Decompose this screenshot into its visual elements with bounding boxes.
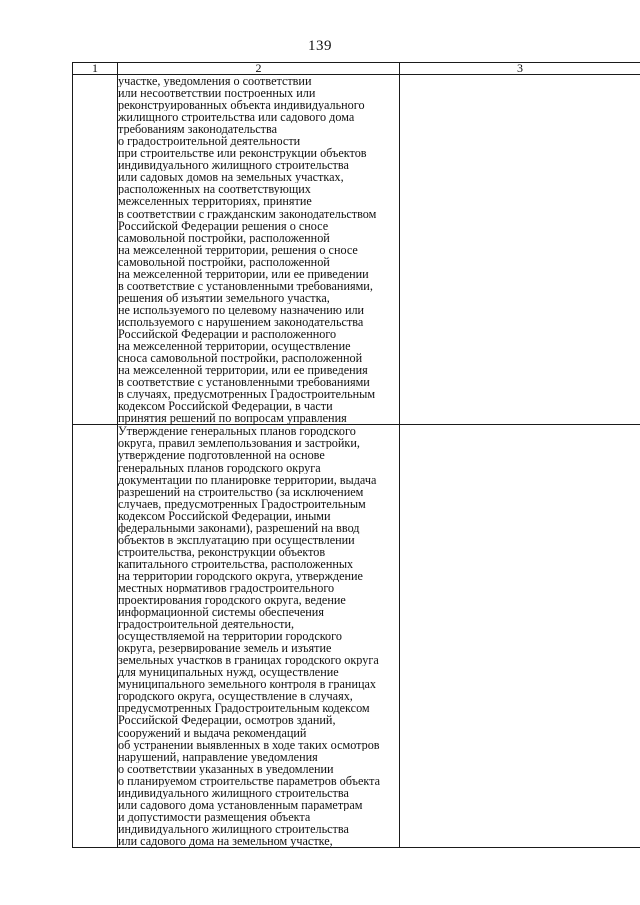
row-1-col-3: [400, 75, 640, 425]
text-line: Российской Федерации решения о сносе: [118, 219, 329, 232]
text-line: для муниципальных нужд, осуществление: [118, 666, 339, 679]
text-line: кодексом Российской Федерации, в части: [118, 400, 333, 413]
table-row: [73, 75, 640, 425]
text-line: расположенных на соответствующих: [118, 183, 311, 196]
text-line: случаев, предусмотренных Градостроительным: [118, 497, 366, 510]
text-line: на межселенной территории, или ее приведении: [118, 267, 369, 280]
text-line: самовольной постройки, расположенной: [118, 231, 330, 244]
text-line: в соответствие с установленными требованиями: [118, 376, 370, 389]
text-line: самовольной постройки, расположенной: [118, 255, 330, 268]
text-line: требованиям законодательства: [118, 123, 277, 136]
text-line: утверждение подготовленной на основе: [118, 449, 325, 462]
column-number-1: 1: [73, 63, 118, 75]
text-line: документации по планировке территории, выдача: [118, 473, 377, 486]
text-line: городского округа, осуществление в случаях,: [118, 690, 353, 703]
text-line: или несоответствии построенных или: [118, 87, 316, 100]
text-line: кодексом Российской Федерации, иными: [118, 509, 331, 522]
text-line: о градостроительной деятельности: [118, 135, 301, 148]
table-row: [73, 425, 640, 848]
text-line: информационной системы обеспечения: [118, 606, 324, 619]
text-line: принятия решений по вопросам управления: [118, 412, 347, 425]
text-line: и допустимости размещения объекта: [118, 810, 311, 823]
text-line: объектов в эксплуатацию при осуществлении: [118, 533, 355, 546]
text-line: на межселенной территории, решения о сносе: [118, 243, 358, 256]
text-line: или садовых домов на земельных участках,: [118, 171, 344, 184]
row-2-powers-text: [118, 425, 400, 848]
text-line: Российской Федерации и расположенного: [118, 327, 337, 341]
text-line: о соответствии указанных в уведомлении: [118, 762, 334, 775]
text-line: жилищного строительства или садового дома: [118, 111, 355, 124]
text-line: на межселенной территории, или ее приведения: [118, 364, 368, 377]
text-line: округа, правил землепользования и застройки,: [118, 437, 360, 450]
text-line: в соответствии с гражданским законодательством: [118, 207, 377, 220]
text-line: округа, резервирование земель и изъятие: [118, 642, 332, 655]
text-line: разрешений на строительство (за исключением: [118, 485, 364, 498]
text-line: федеральными законами), разрешений на ввод: [118, 521, 360, 534]
text-line: индивидуального жилищного строительства: [118, 822, 349, 835]
text-line: сооружений и выдача рекомендаций: [118, 726, 307, 739]
text-line: нарушений, направление уведомления: [118, 750, 318, 763]
text-line: участке, уведомления о соответствии: [118, 75, 312, 88]
row-2-col-1: [73, 425, 118, 848]
text-line: земельных участков в границах городского округа: [118, 654, 379, 667]
text-line: Российской Федерации, осмотров зданий,: [118, 714, 336, 727]
text-line: межселенных территориях, принятие: [118, 195, 312, 208]
text-line: или садового дома установленным параметрам: [118, 798, 363, 811]
text-line: при строительстве или реконструкции объектов: [118, 147, 367, 160]
text-line: проектирования городского округа, ведение: [118, 594, 346, 607]
text-line: индивидуального жилищного строительства: [118, 159, 349, 172]
column-number-2: 2: [118, 63, 400, 75]
text-line: градостроительной деятельности,: [118, 618, 295, 631]
row-1-powers-text: [118, 75, 400, 425]
text-line: о планируемом строительстве параметров объекта: [118, 774, 381, 787]
text-line: генеральных планов городского округа: [118, 461, 321, 474]
text-line: предусмотренных Градостроительным кодексом: [118, 702, 370, 715]
text-line: или садового дома на земельном участке,: [118, 834, 333, 847]
text-line: реконструированных объекта индивидуального: [118, 99, 365, 112]
text-line: на межселенной территории, осуществление: [118, 340, 351, 353]
table-header-row: [73, 63, 640, 75]
text-line: сноса самовольной постройки, расположенной: [118, 352, 363, 365]
row-1-col-1: [73, 75, 118, 425]
text-line: на территории городского округа, утверждение: [118, 569, 363, 582]
text-line: в случаях, предусмотренных Градостроительным: [118, 388, 376, 401]
text-line: муниципального земельного контроля в границах: [118, 678, 376, 691]
text-line: строительства, реконструкции объектов: [118, 545, 326, 558]
text-line: в соответствие с установленными требованиями,: [118, 279, 373, 292]
text-line: об устранении выявленных в ходе таких осмотров: [118, 738, 380, 751]
text-line: решения об изъятии земельного участка,: [118, 291, 330, 304]
text-line: не используемого по целевому назначению или: [118, 303, 365, 316]
page-number: 139: [308, 38, 332, 54]
text-line: осуществляемой на территории городского: [118, 630, 342, 643]
column-number-3: 3: [400, 63, 640, 75]
document-table: [72, 62, 640, 848]
text-line: капитального строительства, расположенных: [118, 557, 354, 570]
text-line: местных нормативов градостроительного: [118, 581, 335, 595]
text-line: используемого с нарушением законодательства: [118, 315, 364, 328]
text-line: индивидуального жилищного строительства: [118, 786, 349, 799]
text-line: Утверждение генеральных планов городского: [118, 425, 356, 438]
row-2-col-3: [400, 425, 640, 848]
